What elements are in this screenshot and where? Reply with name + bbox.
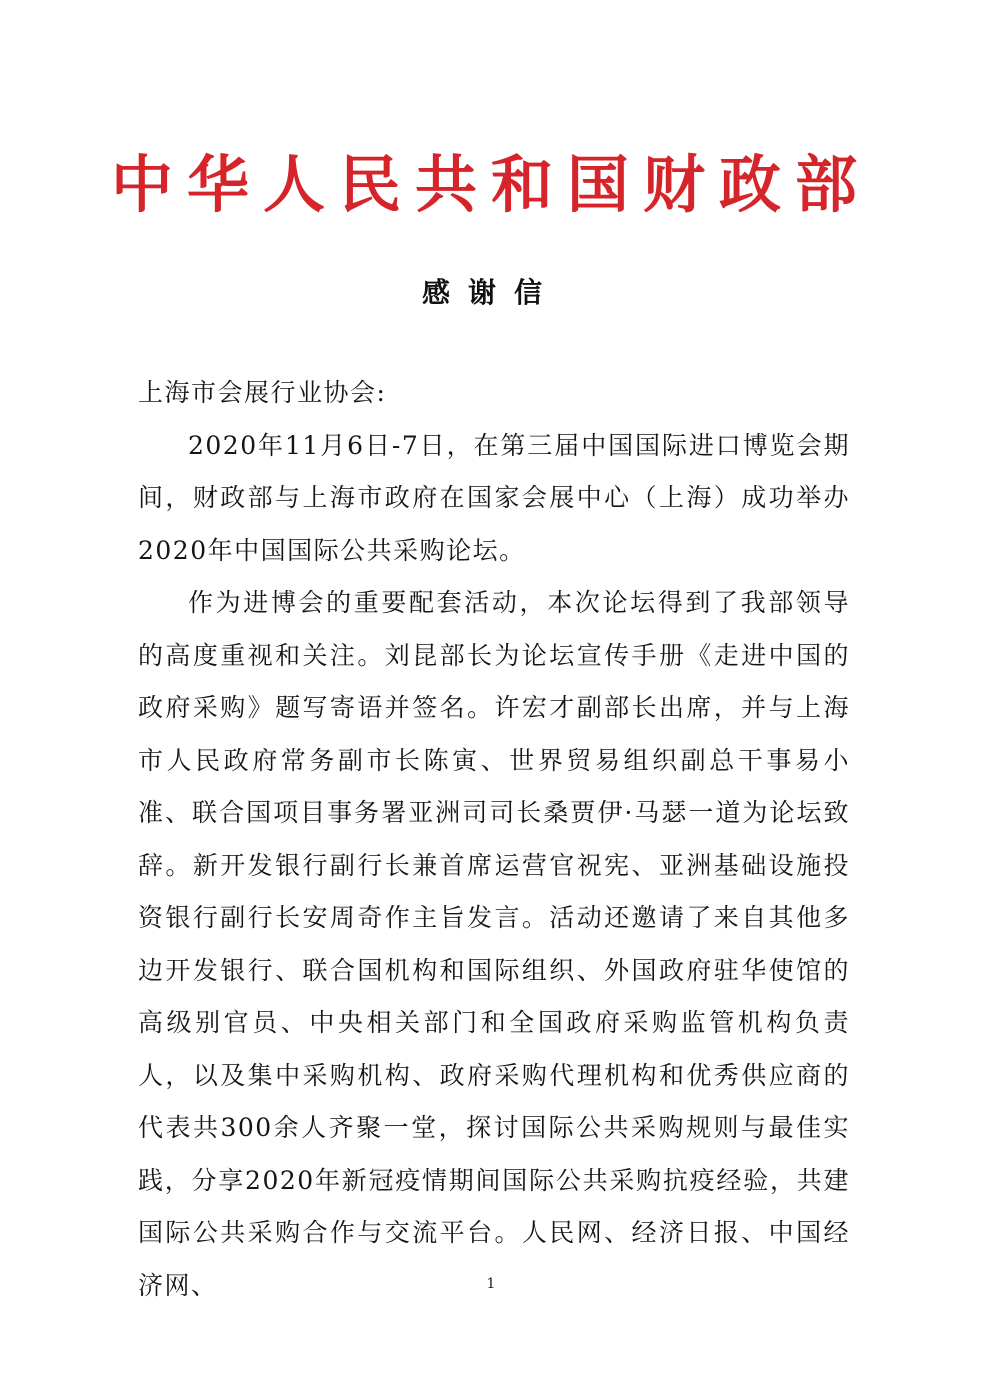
letterhead-organization: 中华人民共和国财政部 — [110, 148, 871, 221]
letter-body — [138, 367, 850, 1312]
paragraph-2: 作为进博会的重要配套活动，本次论坛得到了我部领导的高度重视和关注。刘昆部长为论坛宣传手册《走进中国的政府采购》题写寄语并签名。许宏才副部长出席，并与上海市人民政府常务副市长陈寅、世界贸易组织副总干事易小准、联合国项目事务署亚洲司司长桑贾伊·马瑟一道为论坛致辞。新开发银行副行长兼首席运营官祝宪、亚洲基础设施投资银行副行长安周奇作主旨发言。活动还邀请了来自其他多边开发银行、联合国机构和国际组织、外国政府驻华使馆的高级别官员、中央相关部门和全国政府采购监管机构负责人，以及集中采购机构、政府采购代理机构和优秀供应商的代表共300余人齐聚一堂，探讨国际公共采购规则与最佳实践，分享2020年新冠疫情期间国际公共采购抗疫经验，共建国际公共采购合作与交流平台。人民网、经济日报、中国经济网、 — [138, 588, 850, 1300]
document-title: 感谢信 — [421, 276, 560, 309]
page-number: 1 — [486, 1276, 496, 1292]
salutation: 上海市会展行业协会: — [138, 378, 387, 407]
paragraph-1: 2020年11月6日-7日，在第三届中国国际进口博览会期间，财政部与上海市政府在国家会展中心（上海）成功举办2020年中国国际公共采购论坛。 — [138, 430, 850, 565]
